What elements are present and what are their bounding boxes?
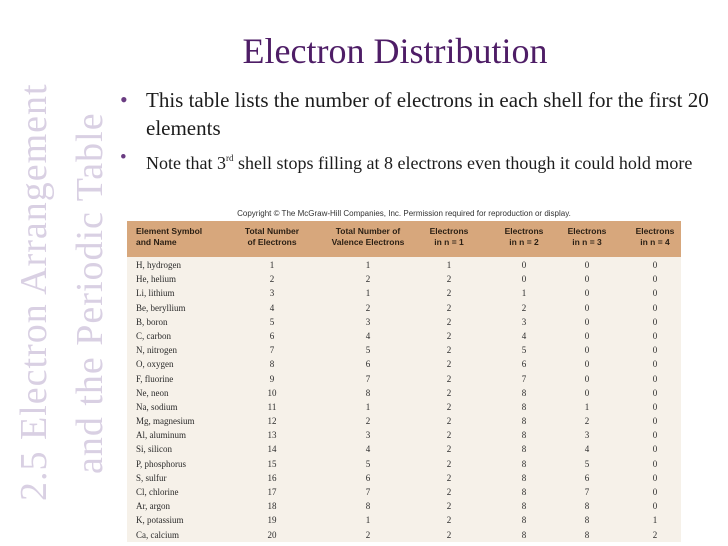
value-cell: 2 bbox=[446, 387, 452, 398]
table-row bbox=[127, 471, 681, 485]
value-cell: 5 bbox=[365, 345, 371, 356]
value-cell: 3 bbox=[365, 430, 371, 441]
bullet-text: This table lists the number of electrons in each shell for the first 20 elements bbox=[146, 88, 709, 140]
value-cell: 7 bbox=[269, 345, 275, 356]
value-cell: 6 bbox=[269, 330, 275, 341]
value-cell: 2 bbox=[365, 302, 371, 313]
value-cell: 2 bbox=[584, 416, 590, 427]
value-cell: 0 bbox=[584, 260, 590, 270]
column-header: Element Symbol and Name bbox=[136, 226, 203, 247]
value-cell: 10 bbox=[267, 387, 277, 398]
table-body bbox=[127, 258, 681, 542]
value-cell: 1 bbox=[365, 260, 371, 270]
table-row bbox=[127, 499, 681, 513]
value-cell: 1 bbox=[584, 401, 590, 412]
table-row bbox=[127, 528, 681, 542]
value-cell: 0 bbox=[652, 458, 658, 469]
sidebar-title-line2: and the Periodic Table bbox=[69, 112, 111, 474]
bullet-item bbox=[116, 146, 716, 175]
value-cell: 3 bbox=[584, 430, 590, 441]
value-cell: 2 bbox=[446, 515, 452, 526]
element-name-cell: Na, sodium bbox=[136, 401, 178, 412]
value-cell: 0 bbox=[652, 444, 658, 455]
bullet-marker: • bbox=[120, 147, 127, 168]
value-cell: 1 bbox=[521, 288, 527, 299]
electron-table-image bbox=[127, 207, 681, 542]
value-cell: 6 bbox=[584, 472, 590, 483]
value-cell: 2 bbox=[446, 359, 452, 370]
value-cell: 2 bbox=[446, 302, 452, 313]
value-cell: 0 bbox=[652, 302, 658, 313]
value-cell: 8 bbox=[521, 387, 527, 398]
value-cell: 1 bbox=[446, 260, 452, 270]
value-cell: 8 bbox=[584, 501, 590, 512]
column-header: Electrons in n = 4 bbox=[635, 226, 675, 247]
value-cell: 18 bbox=[267, 501, 277, 512]
table-row bbox=[127, 442, 681, 456]
value-cell: 0 bbox=[584, 288, 590, 299]
value-cell: 11 bbox=[267, 401, 277, 412]
element-name-cell: B, boron bbox=[136, 316, 168, 327]
value-cell: 7 bbox=[365, 373, 371, 384]
sidebar-title-line1: 2.5 Electron Arrangement bbox=[13, 83, 55, 501]
value-cell: 1 bbox=[365, 288, 371, 299]
value-cell: 1 bbox=[652, 515, 658, 526]
value-cell: 0 bbox=[652, 288, 658, 299]
value-cell: 17 bbox=[267, 487, 277, 497]
value-cell: 2 bbox=[365, 274, 371, 285]
value-cell: 0 bbox=[652, 387, 658, 398]
value-cell: 5 bbox=[365, 458, 371, 469]
table-row bbox=[127, 428, 681, 442]
value-cell: 4 bbox=[521, 330, 527, 341]
value-cell: 0 bbox=[652, 501, 658, 512]
table-row bbox=[127, 329, 681, 343]
value-cell: 0 bbox=[652, 330, 658, 341]
column-header: Electrons in n = 2 bbox=[504, 226, 544, 247]
value-cell: 0 bbox=[584, 316, 590, 327]
value-cell: 0 bbox=[652, 345, 658, 356]
element-name-cell: Ar, argon bbox=[136, 501, 170, 512]
value-cell: 0 bbox=[521, 260, 527, 270]
value-cell: 12 bbox=[267, 416, 277, 427]
value-cell: 8 bbox=[365, 387, 371, 398]
value-cell: 0 bbox=[584, 373, 590, 384]
value-cell: 8 bbox=[521, 444, 527, 455]
value-cell: 2 bbox=[446, 416, 452, 427]
value-cell: 6 bbox=[365, 359, 371, 370]
element-name-cell: O, oxygen bbox=[136, 359, 174, 370]
value-cell: 2 bbox=[446, 529, 452, 540]
value-cell: 1 bbox=[269, 260, 275, 270]
table-row bbox=[127, 400, 681, 414]
bullet-list bbox=[116, 86, 716, 175]
value-cell: 4 bbox=[365, 330, 371, 341]
value-cell: 0 bbox=[584, 302, 590, 313]
value-cell: 0 bbox=[652, 472, 658, 483]
value-cell: 2 bbox=[446, 501, 452, 512]
table-row bbox=[127, 414, 681, 428]
value-cell: 1 bbox=[365, 401, 371, 412]
value-cell: 3 bbox=[269, 288, 275, 299]
value-cell: 15 bbox=[267, 458, 277, 469]
value-cell: 2 bbox=[365, 529, 371, 540]
value-cell: 0 bbox=[584, 387, 590, 398]
value-cell: 0 bbox=[652, 359, 658, 370]
ordinal-suffix: rd bbox=[225, 153, 234, 163]
value-cell: 5 bbox=[269, 316, 275, 327]
value-cell: 1 bbox=[365, 515, 371, 526]
table-row bbox=[127, 301, 681, 315]
value-cell: 0 bbox=[652, 401, 658, 412]
value-cell: 2 bbox=[269, 274, 275, 285]
element-name-cell: H, hydrogen bbox=[136, 260, 181, 270]
element-name-cell: He, helium bbox=[136, 274, 176, 285]
value-cell: 8 bbox=[584, 529, 590, 540]
copyright-notice: Copyright © The McGraw-Hill Companies, Inc. Permission required for reproduction or display. bbox=[127, 207, 681, 221]
bullet-item bbox=[116, 86, 716, 142]
value-cell: 4 bbox=[365, 444, 371, 455]
column-header: Total Number of Valence Electrons bbox=[331, 226, 405, 247]
value-cell: 16 bbox=[267, 472, 277, 483]
value-cell: 8 bbox=[521, 501, 527, 512]
table-row bbox=[127, 457, 681, 471]
value-cell: 5 bbox=[584, 458, 590, 469]
value-cell: 0 bbox=[652, 316, 658, 327]
value-cell: 8 bbox=[521, 487, 527, 497]
column-header: Total Number of Electrons bbox=[244, 226, 300, 247]
value-cell: 8 bbox=[365, 501, 371, 512]
value-cell: 14 bbox=[267, 444, 277, 455]
value-cell: 2 bbox=[446, 373, 452, 384]
value-cell: 0 bbox=[652, 260, 658, 270]
value-cell: 8 bbox=[521, 472, 527, 483]
element-name-cell: P, phosphorus bbox=[136, 458, 187, 469]
slide-title: Electron Distribution bbox=[242, 31, 548, 71]
value-cell: 7 bbox=[521, 373, 527, 384]
bullet-marker: • bbox=[120, 87, 128, 112]
value-cell: 0 bbox=[652, 373, 658, 384]
sidebar-vertical-title bbox=[0, 0, 112, 546]
value-cell: 0 bbox=[652, 487, 658, 497]
value-cell: 8 bbox=[521, 416, 527, 427]
value-cell: 6 bbox=[365, 472, 371, 483]
value-cell: 8 bbox=[521, 430, 527, 441]
value-cell: 2 bbox=[446, 472, 452, 483]
value-cell: 2 bbox=[446, 288, 452, 299]
value-cell: 7 bbox=[365, 487, 371, 497]
value-cell: 0 bbox=[584, 274, 590, 285]
value-cell: 2 bbox=[446, 430, 452, 441]
value-cell: 2 bbox=[652, 529, 658, 540]
element-name-cell: Mg, magnesium bbox=[136, 416, 195, 427]
element-name-cell: Al, aluminum bbox=[136, 430, 186, 441]
value-cell: 2 bbox=[446, 316, 452, 327]
table-row bbox=[127, 386, 681, 400]
table-row bbox=[127, 258, 681, 272]
value-cell: 0 bbox=[652, 430, 658, 441]
element-name-cell: K, potassium bbox=[136, 515, 184, 526]
value-cell: 2 bbox=[446, 487, 452, 497]
value-cell: 2 bbox=[446, 458, 452, 469]
value-cell: 0 bbox=[652, 274, 658, 285]
value-cell: 8 bbox=[584, 515, 590, 526]
value-cell: 0 bbox=[652, 416, 658, 427]
element-name-cell: Si, silicon bbox=[136, 444, 173, 455]
bullet-text: Note that 3rd shell stops filling at 8 electrons even though it could hold more bbox=[146, 153, 693, 173]
value-cell: 6 bbox=[521, 359, 527, 370]
value-cell: 0 bbox=[584, 359, 590, 370]
table-row bbox=[127, 372, 681, 386]
value-cell: 9 bbox=[269, 373, 275, 384]
value-cell: 2 bbox=[446, 401, 452, 412]
table-row bbox=[127, 357, 681, 371]
value-cell: 2 bbox=[446, 274, 452, 285]
value-cell: 20 bbox=[267, 529, 277, 540]
value-cell: 3 bbox=[521, 316, 527, 327]
value-cell: 0 bbox=[584, 345, 590, 356]
value-cell: 2 bbox=[446, 330, 452, 341]
column-header: Electrons in n = 3 bbox=[567, 226, 607, 247]
element-name-cell: Cl, chlorine bbox=[136, 487, 179, 497]
element-name-cell: N, nitrogen bbox=[136, 345, 177, 356]
value-cell: 0 bbox=[521, 274, 527, 285]
value-cell: 19 bbox=[267, 515, 277, 526]
element-name-cell: Li, lithium bbox=[136, 288, 175, 299]
value-cell: 4 bbox=[269, 302, 275, 313]
value-cell: 2 bbox=[446, 444, 452, 455]
value-cell: 8 bbox=[269, 359, 275, 370]
element-name-cell: Ne, neon bbox=[136, 387, 169, 398]
value-cell: 2 bbox=[365, 416, 371, 427]
table-header bbox=[127, 221, 681, 257]
value-cell: 4 bbox=[584, 444, 590, 455]
value-cell: 8 bbox=[521, 529, 527, 540]
value-cell: 5 bbox=[521, 345, 527, 356]
table-row bbox=[127, 286, 681, 300]
element-name-cell: Ca, calcium bbox=[136, 529, 179, 540]
table-row bbox=[127, 513, 681, 527]
element-name-cell: Be, beryllium bbox=[136, 302, 186, 313]
value-cell: 13 bbox=[267, 430, 277, 441]
table-row bbox=[127, 485, 681, 499]
table-row bbox=[127, 315, 681, 329]
element-name-cell: F, fluorine bbox=[136, 373, 174, 384]
column-header: Electrons in n = 1 bbox=[429, 226, 469, 247]
table-row bbox=[127, 343, 681, 357]
value-cell: 7 bbox=[584, 487, 590, 497]
value-cell: 2 bbox=[521, 302, 527, 313]
element-name-cell: C, carbon bbox=[136, 330, 171, 341]
value-cell: 8 bbox=[521, 515, 527, 526]
table-row bbox=[127, 272, 681, 286]
value-cell: 3 bbox=[365, 316, 371, 327]
value-cell: 0 bbox=[584, 330, 590, 341]
value-cell: 2 bbox=[446, 345, 452, 356]
value-cell: 8 bbox=[521, 401, 527, 412]
value-cell: 8 bbox=[521, 458, 527, 469]
element-name-cell: S, sulfur bbox=[136, 472, 167, 483]
